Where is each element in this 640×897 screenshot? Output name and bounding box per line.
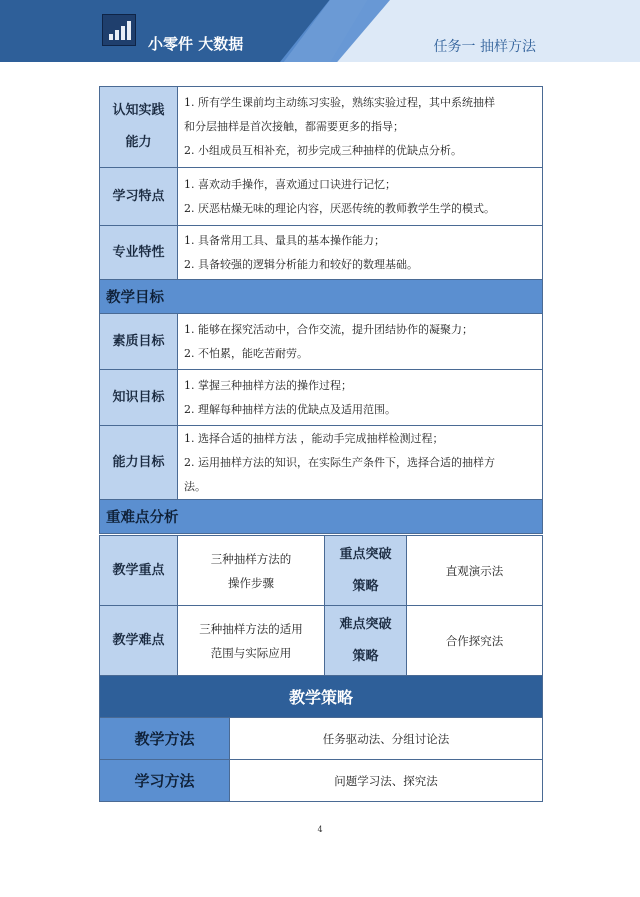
chart-logo-icon [102,14,136,46]
row-content [178,87,543,168]
table-row [100,676,543,718]
row-content [178,426,543,500]
strategy-heading: 教学策略 [100,676,543,718]
row-label: 学习特点 [100,168,178,226]
content-line: 1. 掌握三种抽样方法的操作过程； [184,378,352,392]
table-row [100,500,543,534]
content-line: 三种抽样方法的 [210,551,292,566]
strategy-label: 学习方法 [100,760,230,802]
table-row [100,718,543,760]
strategy-value: 任务驱动法、分组讨论法 [230,718,543,760]
row-content [178,168,543,226]
content-line: 1. 具备常用工具、量具的基本操作能力； [184,233,385,247]
label-line: 策略 [352,578,379,594]
row-label: 教学重点 [100,536,178,606]
content-line: 范围与实际应用 [210,645,292,660]
label-line: 难点突破 [339,616,392,632]
table-row [100,314,543,370]
table-row [100,370,543,426]
content-line: 三种抽样方法的适用 [199,621,303,636]
table-row [100,760,543,802]
row-label: 能力目标 [100,426,178,500]
content-line: 2. 不怕累，能吃苦耐劳。 [184,346,308,360]
strategy-label: 教学方法 [100,718,230,760]
row-label: 教学难点 [100,606,178,676]
content-line: 1. 能够在探究活动中，合作交流，提升团结协作的凝聚力； [184,322,473,336]
table-row [100,226,543,280]
page-header [0,0,640,62]
row-label-line: 能力 [125,135,152,150]
content-line: 1. 喜欢动手操作，喜欢通过口诀进行记忆； [184,177,396,191]
content-line: 1. 所有学生课前均主动练习实验，熟练实验过程，其中系统抽样 [184,96,495,109]
row-content [178,226,543,280]
break-method: 直观演示法 [407,536,543,606]
table-row [100,280,543,314]
content-line: 操作步骤 [228,575,274,590]
row-content [178,314,543,370]
key-point-content [178,536,325,606]
break-method: 合作探究法 [407,606,543,676]
task-title: 任务一 抽样方法 [433,39,536,55]
row-content [178,370,543,426]
strategy-value: 问题学习法、探究法 [230,760,543,802]
label-line: 策略 [352,648,379,664]
content-line: 2. 厌恶枯燥无味的理论内容，厌恶传统的教师教学生学的模式。 [184,201,495,215]
section-heading-goals: 教学目标 [100,280,543,314]
content-line: 2. 理解每种抽样方法的优缺点及适用范围。 [184,402,396,416]
content-line: 1. 选择合适的抽样方法 ，能动手完成抽样检测过程； [184,431,444,445]
break-strategy-label [325,536,407,606]
content-line: 2. 小组成员互相补充，初步完成三种抽样的优缺点分析。 [184,144,462,157]
strategy-table [99,675,543,802]
learner-analysis-table [99,86,543,534]
label-line: 重点突破 [339,546,392,562]
table-row [100,168,543,226]
content-line: 2. 具备较强的逻辑分析能力和较好的数理基础。 [184,257,418,271]
row-label: 专业特性 [100,226,178,280]
table-row [100,536,543,606]
table-row [100,87,543,168]
row-label: 素质目标 [100,314,178,370]
table-row [100,606,543,676]
brand-title: 小零件 大数据 [148,35,244,53]
break-strategy-label [325,606,407,676]
row-label-line: 认知实践 [112,103,165,118]
table-row [100,426,543,500]
section-heading-key-points: 重难点分析 [100,500,543,534]
content-line: 2. 运用抽样方法的知识，在实际生产条件下，选择合适的抽样方 [184,455,495,469]
content-line: 和分层抽样是首次接触，都需要更多的指导； [184,120,404,133]
key-point-content [178,606,325,676]
row-label [100,87,178,168]
content-line: 法。 [184,479,206,493]
page-number: 4 [317,825,323,834]
key-points-table [99,535,543,676]
row-label: 知识目标 [100,370,178,426]
